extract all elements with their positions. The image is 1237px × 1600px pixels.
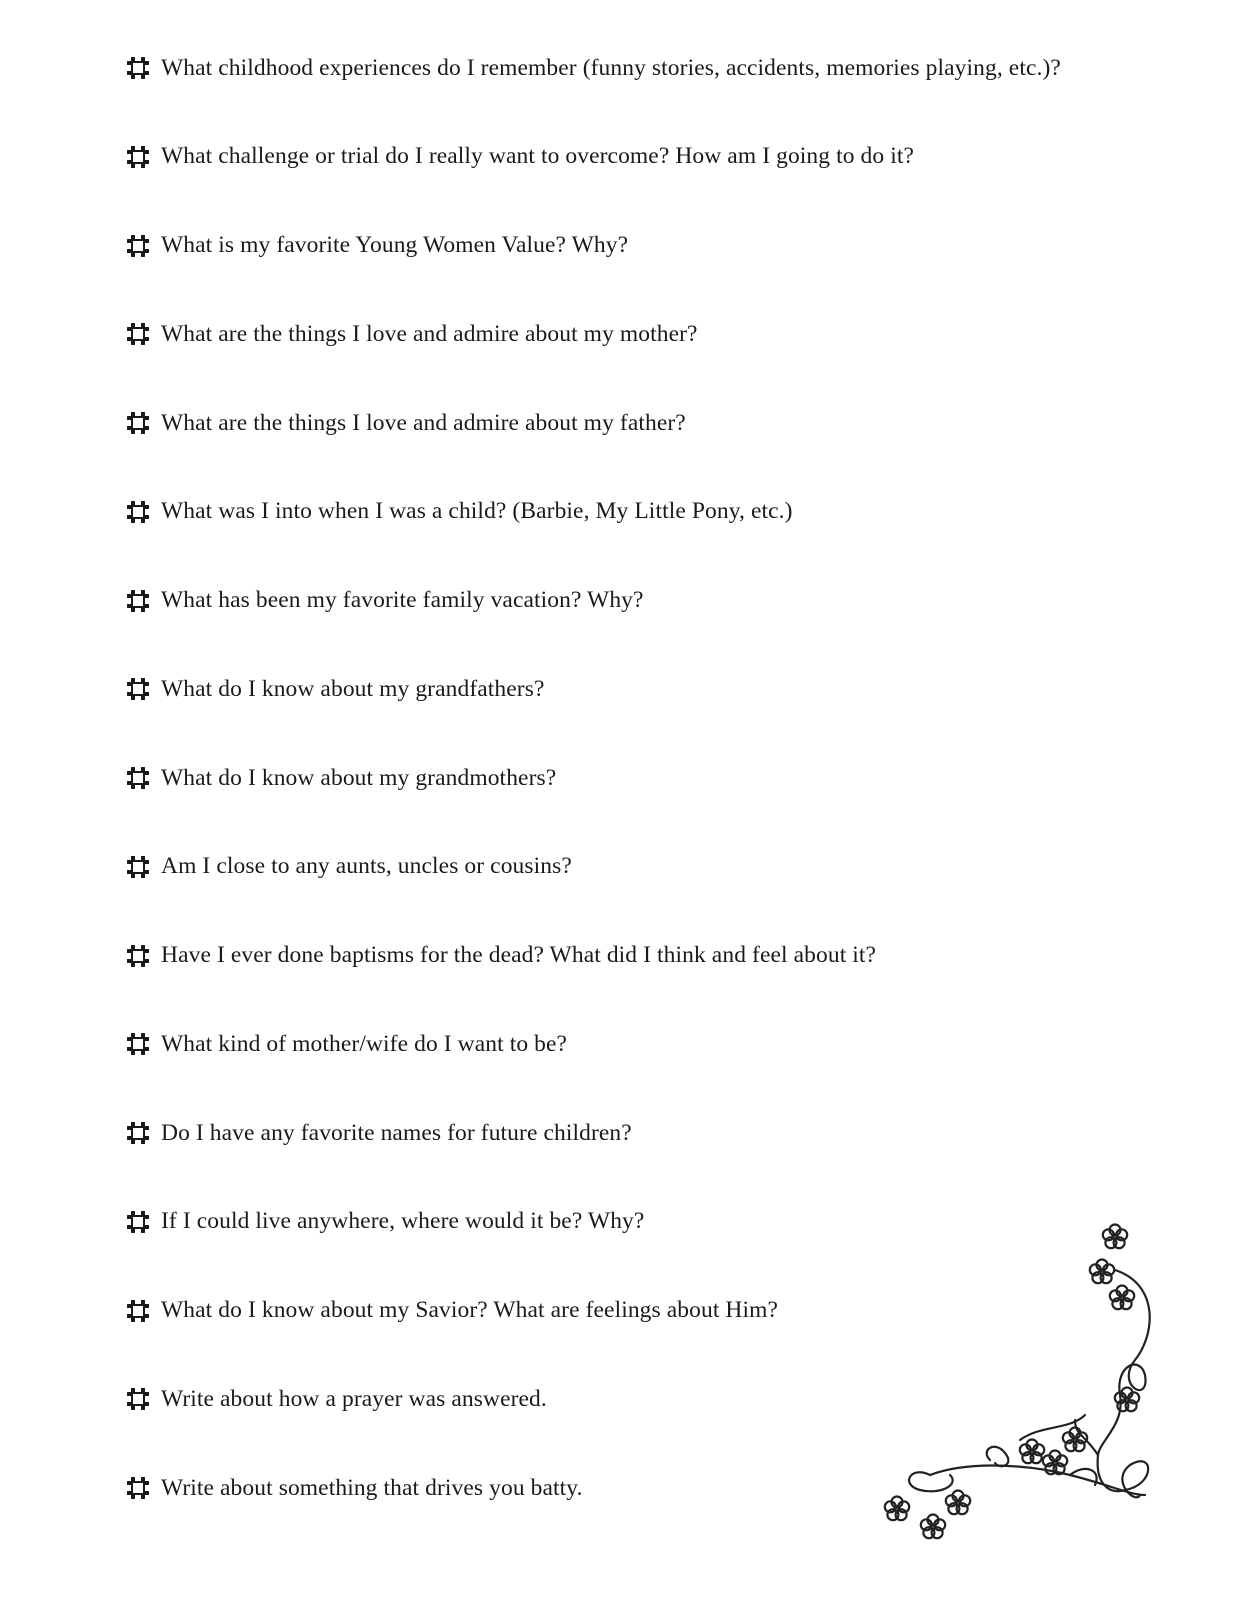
square-knot-bullet-icon — [127, 57, 149, 79]
question-text: What childhood experiences do I remember (funny stories, accidents, memories playing, etc.)? — [161, 54, 1061, 81]
square-knot-bullet-icon — [127, 501, 149, 523]
question-text: What kind of mother/wife do I want to be? — [161, 1030, 568, 1057]
question-text: What was I into when I was a child? (Barbie, My Little Pony, etc.) — [161, 498, 793, 525]
square-knot-bullet-icon — [127, 590, 149, 612]
question-item — [127, 48, 1197, 88]
question-item — [127, 226, 1197, 266]
question-item — [127, 669, 1197, 709]
square-knot-bullet-icon — [127, 1122, 149, 1144]
square-knot-bullet-icon — [127, 1033, 149, 1055]
question-text: Do I have any favorite names for future children? — [161, 1119, 632, 1146]
question-item — [127, 137, 1197, 177]
question-text: What are the things I love and admire about my mother? — [161, 320, 698, 347]
question-item — [127, 403, 1197, 443]
question-item — [127, 936, 1197, 976]
question-text: What do I know about my grandfathers? — [161, 675, 545, 702]
square-knot-bullet-icon — [127, 945, 149, 967]
square-knot-bullet-icon — [127, 1477, 149, 1499]
question-text: What are the things I love and admire about my father? — [161, 409, 686, 436]
square-knot-bullet-icon — [127, 678, 149, 700]
square-knot-bullet-icon — [127, 1300, 149, 1322]
question-item — [127, 758, 1197, 798]
square-knot-bullet-icon — [127, 146, 149, 168]
question-text: If I could live anywhere, where would it be? Why? — [161, 1208, 645, 1235]
square-knot-bullet-icon — [127, 1211, 149, 1233]
square-knot-bullet-icon — [127, 323, 149, 345]
question-item — [127, 847, 1197, 887]
square-knot-bullet-icon — [127, 412, 149, 434]
square-knot-bullet-icon — [127, 235, 149, 257]
question-item — [127, 314, 1197, 354]
question-text: Am I close to any aunts, uncles or cousins? — [161, 853, 572, 880]
question-item — [127, 492, 1197, 532]
question-text: What has been my favorite family vacation? Why? — [161, 587, 644, 613]
question-text: What do I know about my grandmothers? — [161, 764, 557, 791]
square-knot-bullet-icon — [127, 767, 149, 789]
question-item — [127, 1113, 1197, 1153]
question-text: Write about how a prayer was answered. — [161, 1385, 547, 1412]
question-text: Have I ever done baptisms for the dead? What did I think and feel about it? — [161, 942, 877, 968]
question-item — [127, 1024, 1197, 1064]
floral-flourish-icon — [870, 1195, 1237, 1600]
question-text: Write about something that drives you batty. — [161, 1474, 583, 1501]
question-text: What challenge or trial do I really want to overcome? How am I going to do it? — [161, 143, 915, 170]
question-text: What is my favorite Young Women Value? Why? — [161, 232, 629, 258]
question-item — [127, 581, 1197, 621]
question-text: What do I know about my Savior? What are feelings about Him? — [161, 1297, 779, 1323]
square-knot-bullet-icon — [127, 856, 149, 878]
square-knot-bullet-icon — [127, 1388, 149, 1410]
